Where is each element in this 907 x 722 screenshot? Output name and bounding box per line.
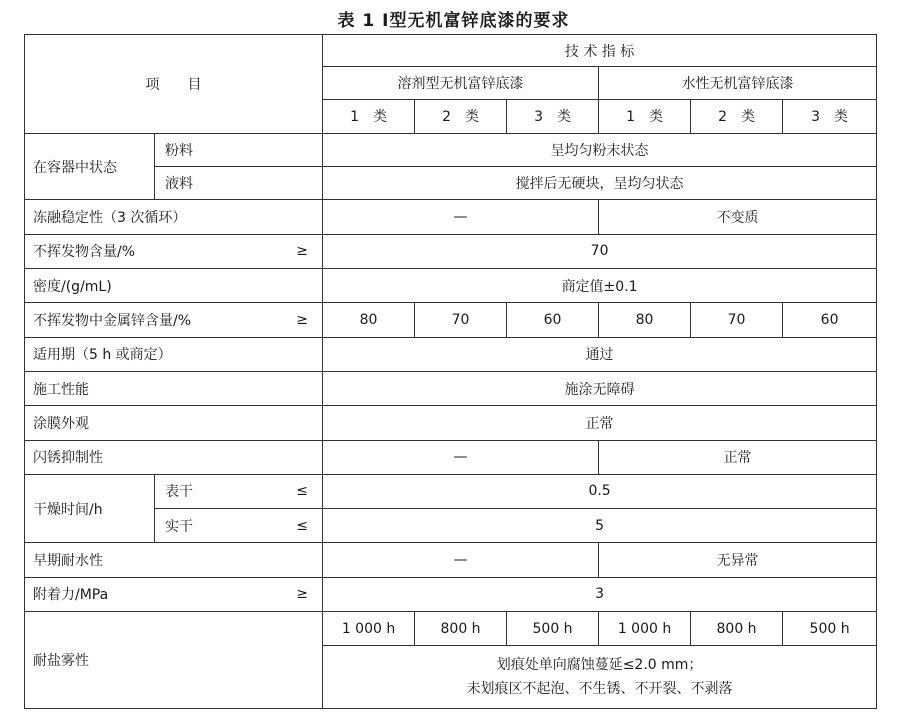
powder-label: 粉料	[155, 133, 323, 166]
nonvolatile-symbol: ≥	[247, 234, 323, 268]
header-solvent-type: 溶剂型无机富锌底漆	[323, 67, 599, 99]
header-row-1	[25, 35, 877, 67]
header-tech-index: 技 术 指 标	[323, 35, 877, 67]
flash-rust-label: 闪锈抑制性	[25, 440, 323, 474]
salt-spray-line-1: 划痕处单向腐蚀蔓延≤2.0 mm；	[496, 657, 703, 674]
drying-time-label: 干燥时间/h	[25, 474, 155, 543]
surface-dry-value: 0.5	[323, 474, 877, 508]
salt-spray-hours: 500 h	[507, 611, 599, 645]
zinc-value: 70	[691, 303, 783, 337]
freeze-thaw-solvent: —	[323, 200, 599, 234]
row-application	[25, 371, 877, 405]
header-class: 2 类	[691, 99, 783, 133]
salt-spray-hours: 1 000 h	[323, 611, 415, 645]
header-class: 3 类	[783, 99, 877, 133]
zinc-content-symbol: ≥	[247, 303, 323, 337]
zinc-value: 80	[323, 303, 415, 337]
zinc-value: 60	[507, 303, 599, 337]
density-label: 密度/(g/mL)	[25, 269, 323, 303]
nonvolatile-label: 不挥发物含量/%	[25, 234, 247, 268]
surface-dry-label: 表干	[155, 474, 247, 508]
header-item: 项 目	[25, 35, 323, 134]
row-drying-surface	[25, 474, 877, 508]
freeze-thaw-water: 不变质	[599, 200, 877, 234]
appearance-value: 正常	[323, 406, 877, 440]
application-value: 施涂无障碍	[323, 371, 877, 405]
salt-spray-hours: 500 h	[783, 611, 877, 645]
appearance-label: 涂膜外观	[25, 406, 323, 440]
row-container-powder	[25, 133, 877, 166]
salt-spray-hours: 1 000 h	[599, 611, 691, 645]
header-class: 2 类	[415, 99, 507, 133]
row-density	[25, 269, 877, 303]
zinc-value: 70	[415, 303, 507, 337]
row-flash-rust	[25, 440, 877, 474]
zinc-value: 80	[599, 303, 691, 337]
salt-spray-hours: 800 h	[691, 611, 783, 645]
freeze-thaw-label: 冻融稳定性（3 次循环）	[25, 200, 323, 234]
row-nonvolatile	[25, 234, 877, 268]
zinc-value: 60	[783, 303, 877, 337]
powder-value: 呈均匀粉末状态	[323, 133, 877, 166]
adhesion-symbol: ≥	[247, 577, 323, 611]
pot-life-value: 通过	[323, 337, 877, 371]
salt-spray-hours: 800 h	[415, 611, 507, 645]
container-state-label: 在容器中状态	[25, 133, 155, 200]
hard-dry-symbol: ≤	[247, 509, 323, 543]
row-appearance	[25, 406, 877, 440]
liquid-label: 液料	[155, 167, 323, 200]
early-water-label: 早期耐水性	[25, 543, 323, 577]
hard-dry-value: 5	[323, 509, 877, 543]
density-value: 商定值±0.1	[323, 269, 877, 303]
liquid-value: 搅拌后无硬块，呈均匀状态	[323, 167, 877, 200]
row-freeze-thaw	[25, 200, 877, 234]
pot-life-label: 适用期（5 h 或商定）	[25, 337, 323, 371]
application-label: 施工性能	[25, 371, 323, 405]
flash-rust-water: 正常	[599, 440, 877, 474]
adhesion-value: 3	[323, 577, 877, 611]
row-pot-life	[25, 337, 877, 371]
flash-rust-solvent: —	[323, 440, 599, 474]
surface-dry-symbol: ≤	[247, 474, 323, 508]
nonvolatile-value: 70	[323, 234, 877, 268]
early-water-solvent: —	[323, 543, 599, 577]
row-salt-spray-hours	[25, 611, 877, 645]
row-adhesion	[25, 577, 877, 611]
salt-spray-line-2: 未划痕区不起泡、不生锈、不开裂、不剥落	[466, 681, 733, 698]
row-zinc-content	[25, 303, 877, 337]
requirements-table	[24, 34, 877, 709]
zinc-content-label: 不挥发物中金属锌含量/%	[25, 303, 247, 337]
row-early-water	[25, 543, 877, 577]
header-class: 1 类	[599, 99, 691, 133]
adhesion-label: 附着力/MPa	[25, 577, 247, 611]
salt-spray-label: 耐盐雾性	[25, 611, 323, 708]
early-water-water: 无异常	[599, 543, 877, 577]
header-class: 1 类	[323, 99, 415, 133]
header-class: 3 类	[507, 99, 599, 133]
salt-spray-criteria	[323, 646, 877, 709]
table-title: 表 1 Ⅰ型无机富锌底漆的要求	[337, 11, 570, 31]
hard-dry-label: 实干	[155, 509, 247, 543]
header-water-type: 水性无机富锌底漆	[599, 67, 877, 99]
